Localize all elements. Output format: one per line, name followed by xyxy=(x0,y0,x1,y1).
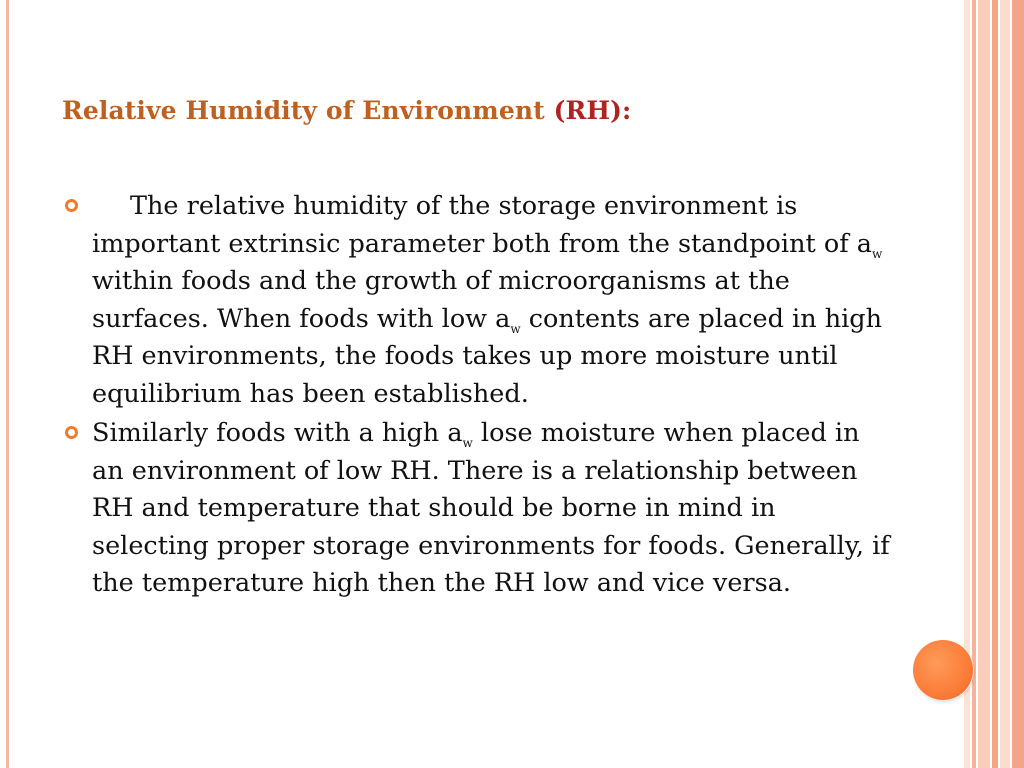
ring-bullet-icon xyxy=(64,198,79,213)
orange-circle-decoration xyxy=(913,640,973,700)
slide-body xyxy=(0,188,1000,603)
bullet-paragraph-2 xyxy=(92,415,892,603)
stripe xyxy=(1012,0,1024,768)
paragraph-text: The relative humidity of the storage environment is important extrinsic parameter both from the standpoint of a xyxy=(92,191,872,259)
slide-title xyxy=(62,96,631,125)
subscript-w: w xyxy=(510,321,521,336)
subscript-w: w xyxy=(462,436,473,451)
ring-bullet-icon xyxy=(64,425,79,440)
bullet-paragraph-1 xyxy=(92,188,892,413)
subscript-w: w xyxy=(871,246,883,261)
paragraph-text: contents are placed in high RH environments, the foods takes up more moisture until equilibrium has been established. xyxy=(92,303,883,409)
slide-title-abbreviation: (RH): xyxy=(553,96,632,125)
slide-title-main: Relative Humidity of Environment xyxy=(62,96,545,125)
stripe xyxy=(1000,0,1010,768)
paragraph-text: within foods and the growth of microorganisms at the surfaces. When foods with low a xyxy=(92,266,790,334)
paragraph-text: Similarly foods with a high a xyxy=(92,418,463,448)
paragraph-text: lose moisture when placed in an environment of low RH. There is a relationship between RH and temperature that should be borne in mind in selecting proper storage environments for foods. Generally, if the temperature high then the RH low and vice versa. xyxy=(92,418,890,598)
